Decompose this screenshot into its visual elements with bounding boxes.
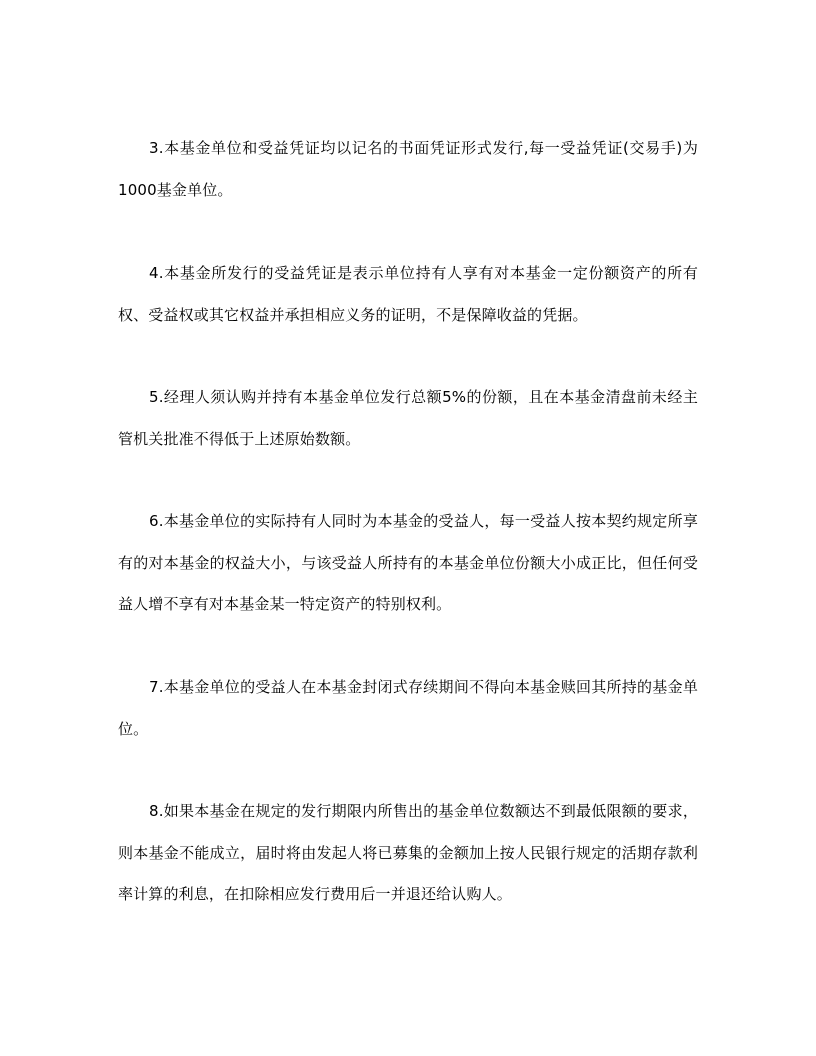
clause-6-paragraph: 6.本基金单位的实际持有人同时为本基金的受益人，每一受益人按本契约规定所享有的对本基金的权益大小，与该受益人所持有的本基金单位份额大小成正比，但任何受益人增不享有对本基金某一特定资产的特别权利。 [118,512,698,613]
clause-7-paragraph: 7.本基金单位的受益人在本基金封闭式存续期间不得向本基金赎回其所持的基金单位。 [118,678,698,738]
clause-8-paragraph: 8.如果本基金在规定的发行期限内所售出的基金单位数额达不到最低限额的要求，则本基金不能成立，届时将由发起人将已募集的金额加上按人民银行规定的活期存款利率计算的利息，在扣除相应发行费用后一并退还给认购人。 [118,802,698,903]
clause-3-paragraph: 3.本基金单位和受益凭证均以记名的书面凭证形式发行,每一受益凭证(交易手)为1000基金单位。 [118,139,698,199]
clause-5-paragraph: 5.经理人须认购并持有本基金单位发行总额5%的份额，且在本基金清盘前未经主管机关批准不得低于上述原始数额。 [118,388,698,448]
clause-4-paragraph: 4.本基金所发行的受益凭证是表示单位持有人享有对本基金一定份额资产的所有权、受益权或其它权益并承担相应义务的证明，不是保障收益的凭据。 [118,264,698,324]
